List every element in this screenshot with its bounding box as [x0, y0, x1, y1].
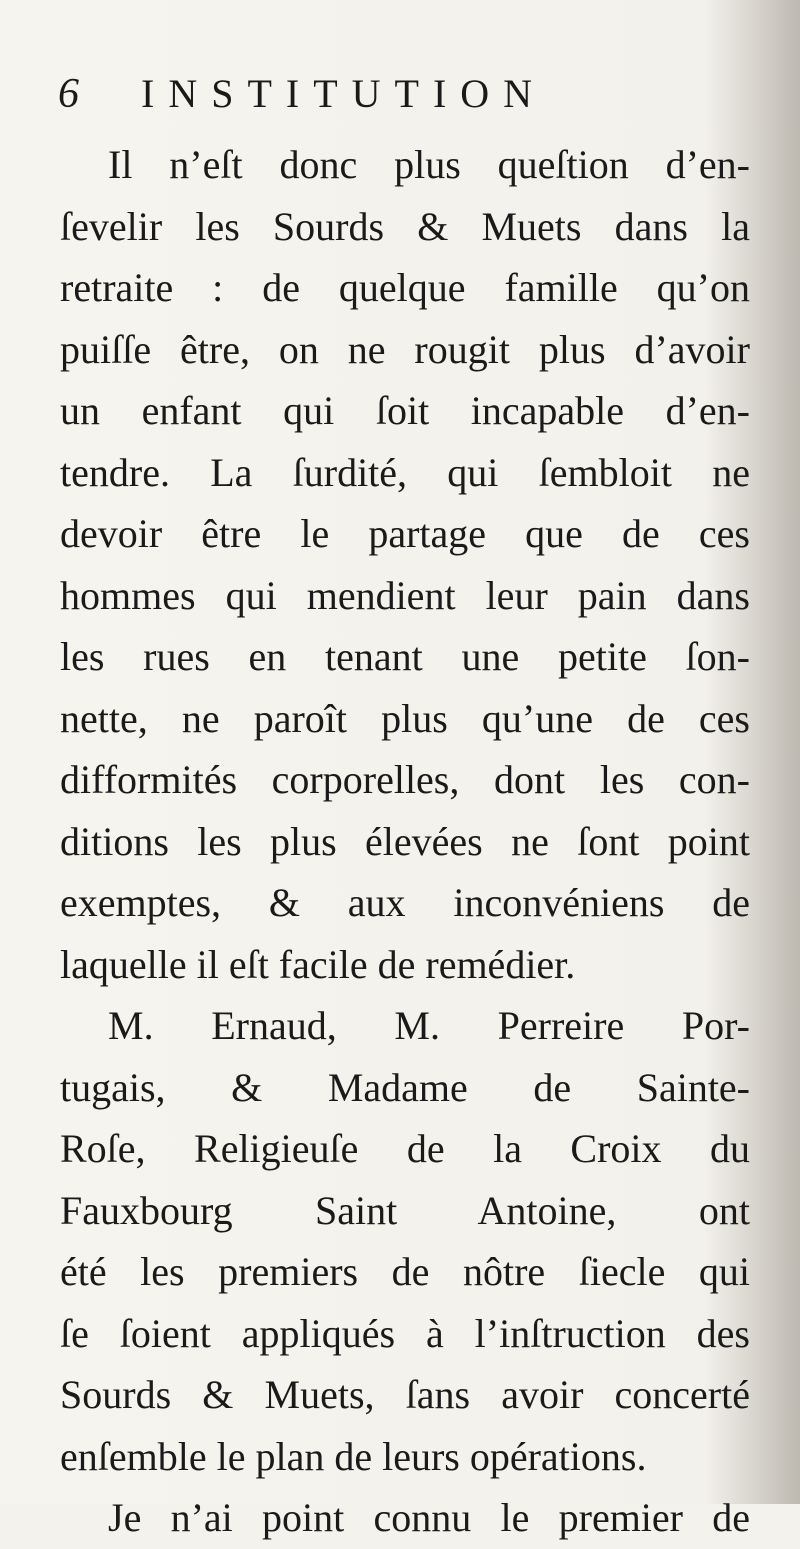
text-line: les rues en tenant une petite ſon- [60, 634, 750, 679]
text-line: nette, ne paroît plus qu’une de ces [60, 695, 750, 741]
text-line: Roſe, Religieuſe de la Croix du [60, 1126, 750, 1171]
text-line: M. Ernaud, M. Perreire Por- [108, 1003, 750, 1048]
text-line: ditions les plus élevées ne ſont point [60, 818, 750, 864]
text-line: Il n’eſt donc plus queſtion d’en- [108, 142, 750, 187]
body-text [60, 134, 750, 1549]
text-line: tendre. La ſurdité, qui ſembloit ne [60, 449, 750, 495]
text-line: un enfant qui ſoit incapable d’en- [60, 388, 750, 433]
page-header [58, 70, 658, 130]
text-line: ſevelir les Sourds & Muets dans la [60, 203, 750, 249]
text-line: Sourds & Muets, ſans avoir concerté [60, 1372, 750, 1417]
page-number: 6 [58, 71, 79, 117]
text-line: retraite : de quelque famille qu’on [60, 265, 750, 310]
running-head: INSTITUTION [141, 71, 547, 116]
text-line: Fauxbourg Saint Antoine, ont [60, 1187, 750, 1233]
text-line: laquelle il eſt facile de remédier. [60, 941, 576, 987]
text-line: enſemble le plan de leurs opérations. [60, 1433, 647, 1479]
text-line: ſe ſoient appliqués à l’inſtruction des [60, 1310, 750, 1356]
text-line: été les premiers de nôtre ſiecle qui [60, 1249, 750, 1294]
text-line: devoir être le partage que de ces [60, 511, 750, 556]
text-line: difformités corporelles, dont les con- [60, 757, 750, 802]
text-line: exemptes, & aux inconvéniens de [60, 880, 750, 925]
text-line: tugais, & Madame de Sainte- [60, 1064, 750, 1110]
text-line: Je n’ai point connu le premier de [108, 1495, 750, 1540]
text-line: puiſſe être, on ne rougit plus d’avoir [60, 326, 750, 372]
text-line: hommes qui mendient leur pain dans [60, 572, 750, 618]
